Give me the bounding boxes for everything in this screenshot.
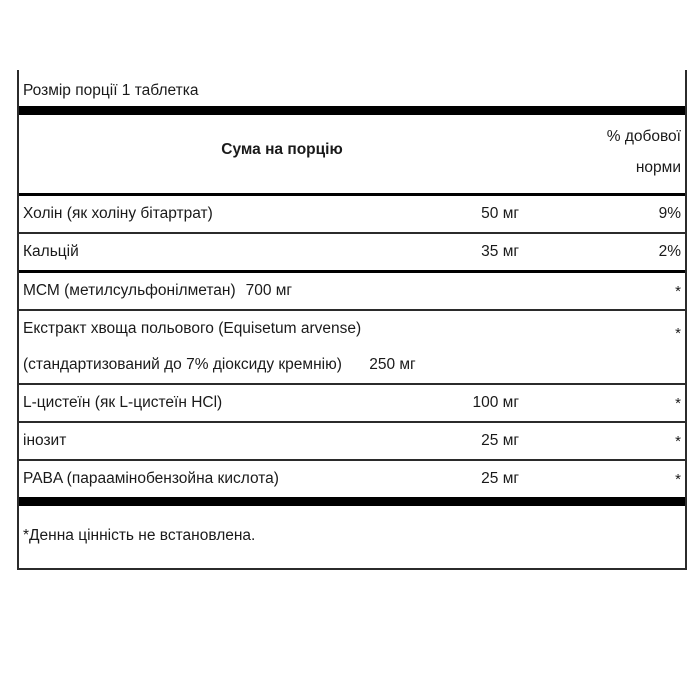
nutrient-amount: 25 мг — [481, 432, 519, 449]
amount-per-serving-header: Сума на порцію — [221, 141, 343, 158]
nutrient-name: Холін (як холіну бітартрат) — [23, 205, 213, 222]
nutrient-daily-value: 2% — [658, 243, 681, 260]
nutrient-name: L-цистеїн (як L-цистеїн HCl) — [23, 394, 223, 411]
nutrient-name: Кальцій — [23, 243, 79, 260]
nutrient-amount: 50 мг — [481, 205, 519, 222]
table-row — [19, 234, 685, 270]
nutrient-amount: 100 мг — [472, 394, 519, 411]
daily-value-header-line2: норми — [635, 159, 681, 176]
table-row — [19, 385, 685, 421]
nutrient-name: PABA (параамінобензойна кислота) — [23, 470, 279, 487]
nutrient-daily-value: * — [675, 282, 681, 300]
supplement-facts-panel — [17, 70, 687, 570]
table-row — [19, 273, 685, 309]
table-row — [19, 461, 685, 497]
daily-value-header — [501, 121, 681, 183]
nutrient-name: МСМ (метилсульфонілметан) — [23, 282, 236, 299]
nutrient-name-line1: Екстракт хвоща польового (Equisetum arvense) — [23, 320, 362, 337]
nutrient-daily-value: * — [675, 394, 681, 412]
table-row — [19, 423, 685, 459]
nutrient-daily-value: * — [675, 470, 681, 488]
nutrient-daily-value: 9% — [658, 205, 681, 222]
nutrient-amount: 25 мг — [481, 470, 519, 487]
table-row — [19, 311, 685, 383]
daily-value-header-line1: % добової — [606, 128, 681, 145]
nutrient-daily-value: * — [675, 432, 681, 450]
table-bottom-bar — [19, 497, 685, 506]
header-top-bar — [19, 106, 685, 115]
daily-value-footnote: *Денна цінність не встановлена. — [23, 527, 256, 544]
table-header-row — [19, 115, 685, 193]
nutrient-amount: 700 мг — [245, 282, 293, 299]
serving-size-text: Розмір порції 1 таблетка — [23, 82, 199, 99]
nutrient-name: інозит — [23, 432, 67, 449]
nutrient-name-line2: (стандартизований до 7% діоксиду кремнію) — [23, 356, 342, 373]
nutrient-name — [19, 311, 361, 383]
table-row — [19, 196, 685, 232]
footnote-area — [19, 506, 685, 568]
nutrient-amount: 250 мг — [369, 356, 416, 373]
nutrient-amount: 35 мг — [481, 243, 519, 260]
nutrient-daily-value: * — [675, 325, 681, 342]
